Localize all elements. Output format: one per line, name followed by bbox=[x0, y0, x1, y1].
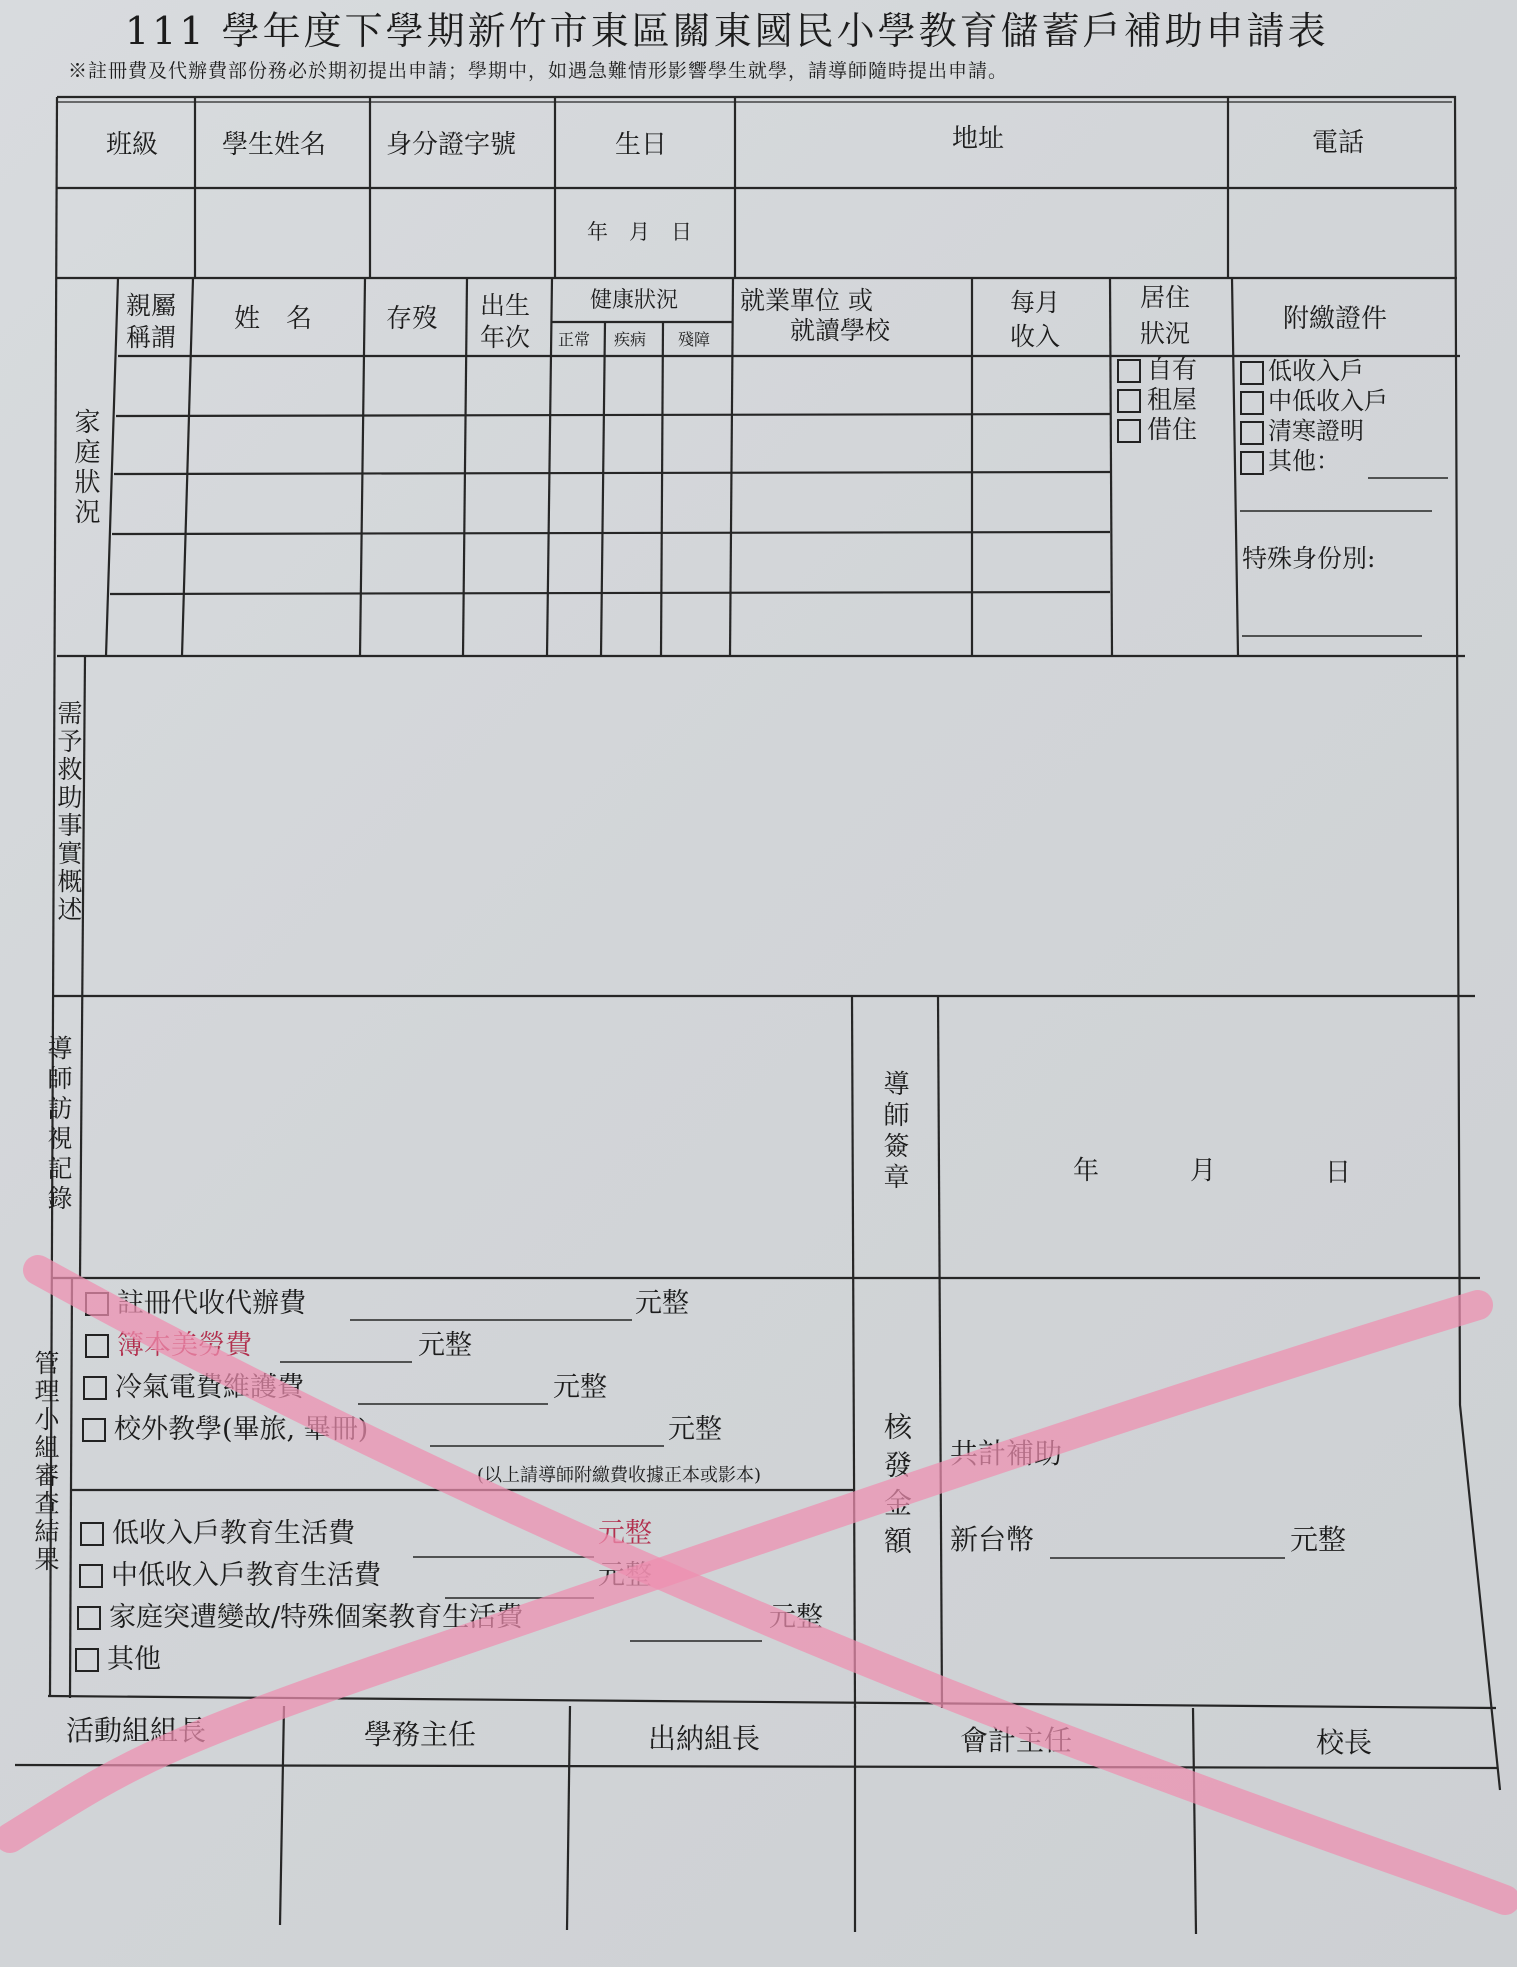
approved-amount-label: 核發金額 bbox=[880, 1412, 913, 1564]
health-header: 健康狀況 bbox=[590, 288, 679, 313]
currency-label: 新台幣 bbox=[950, 1523, 1035, 1556]
health-disabled-header: 殘障 bbox=[678, 330, 711, 349]
form-sheet: 111 學年度下學期新竹市東區關東國民小學教育儲蓄戶補助申請表 ※註冊費及代辦費部份務必於期初提出申請；學期中，如遇急難情形影響學生就學，請導師隨時提出申請。 班級 學生姓名 身分證字號 生日 地址 電話 年 月 日 家庭狀況 親屬稱謂 姓 名 存歿 出生年次 健康狀況 正常 疾病 殘障 就業單位 或 就讀學校 每月收入 居住狀況 附繳證件 自有 租屋 借住 低收入戶 中低收入戶 清寒證明 其他： 特殊身份別: 需予救助事實概述 導師訪視記錄 導師簽章 年 月 日 管理小組審查結果 註冊代收代辦費 元整 簿本美勞費 元整 冷氣電費維護費 元整 校外教學(畢旅, 畢冊) 元整 (以上請導師附繳費收據正本或影本) 低收入戶教育生活費 元整 中低收入戶教育生活費 元整 家庭突遭變故/特殊個案教育生活費 元整 其他 核發金額 共計補助 新台幣 元整 活動組組長 學務主任 出納組長 會計主任 校長 bbox=[0, 0, 1517, 1967]
visit-date-day: 日 bbox=[1325, 1158, 1352, 1188]
visit-section-label: 導師訪視記錄 bbox=[44, 1035, 73, 1215]
address-header: 地址 bbox=[952, 124, 1005, 154]
sign-accounting-director: 會計主任 bbox=[960, 1724, 1073, 1757]
special-identity-label: 特殊身份別: bbox=[1242, 544, 1376, 573]
id-number-header: 身分證字號 bbox=[386, 130, 517, 160]
alive-header: 存歿 bbox=[386, 304, 439, 334]
visit-date-year: 年 bbox=[1073, 1156, 1100, 1186]
residence-header: 居住狀況 bbox=[1140, 283, 1191, 348]
family-section-label: 家庭狀況 bbox=[70, 408, 100, 528]
birthday-format: 年 月 日 bbox=[587, 220, 692, 244]
receipt-note: (以上請導師附繳費收據正本或影本) bbox=[477, 1465, 762, 1486]
teacher-signature-label: 導師簽章 bbox=[879, 1070, 909, 1194]
form-note: ※註冊費及代辦費部份務必於期初提出申請；學期中，如遇急難情形影響學生就學，請導師隨時提出申請。 bbox=[68, 60, 1009, 82]
facts-section-label: 需予救助事實概述 bbox=[54, 700, 83, 924]
student-name-header: 學生姓名 bbox=[222, 130, 327, 160]
phone-header: 電話 bbox=[1312, 128, 1365, 158]
birth-year-header: 出生年次 bbox=[480, 291, 531, 352]
health-sick-header: 疾病 bbox=[614, 330, 647, 349]
review-section-label: 管理小組審查結果 bbox=[31, 1350, 60, 1574]
total-subsidy-label: 共計補助 bbox=[950, 1437, 1063, 1470]
sign-principal: 校長 bbox=[1316, 1726, 1373, 1759]
health-normal-header: 正常 bbox=[558, 330, 591, 349]
family-name-header: 姓 名 bbox=[234, 304, 313, 334]
documents-header: 附繳證件 bbox=[1283, 304, 1388, 334]
work-header-line2: 就讀學校 bbox=[790, 316, 891, 345]
sign-cashier-leader: 出納組長 bbox=[648, 1722, 761, 1755]
currency-unit-label: 元整 bbox=[1290, 1523, 1347, 1556]
birthday-header: 生日 bbox=[615, 130, 668, 160]
work-header-line1: 就業單位 或 bbox=[740, 286, 873, 315]
form-title: 111 學年度下學期新竹市東區關東國民小學教育儲蓄戶補助申請表 bbox=[125, 9, 1329, 53]
relation-header: 親屬稱謂 bbox=[126, 291, 177, 352]
sign-activity-leader: 活動組組長 bbox=[66, 1714, 207, 1747]
visit-date-month: 月 bbox=[1190, 1156, 1217, 1186]
income-header: 每月收入 bbox=[1010, 288, 1061, 351]
sign-student-affairs-director: 學務主任 bbox=[364, 1718, 477, 1751]
class-header: 班級 bbox=[106, 130, 159, 160]
